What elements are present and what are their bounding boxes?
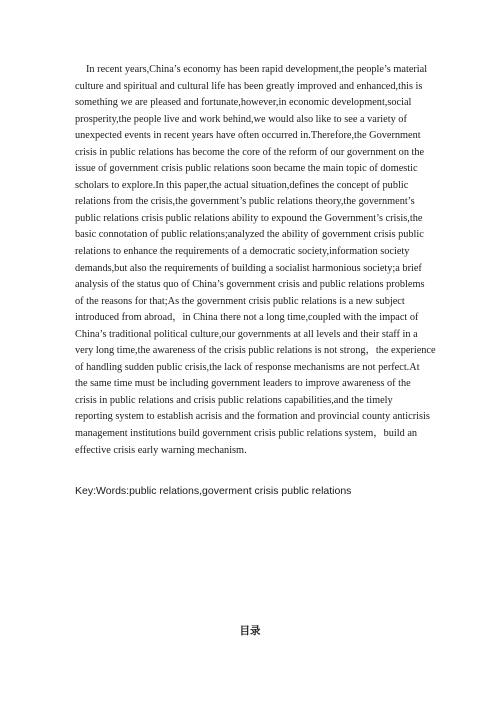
abstract-line: relations from the crisis,the government’s public relations theory,the government’s — [75, 196, 415, 208]
abstract-line: crisis in public relations has become the core of the reform of our government on the — [75, 146, 425, 158]
abstract-line: something we are pleased and fortunate,however,in economic development,social — [75, 97, 412, 109]
abstract-line: issue of government crisis public relations soon became the main topic of domestic — [75, 163, 418, 175]
abstract-line: prosperity,the people live and work behind,we would also like to see a variety of — [75, 113, 407, 125]
abstract-paragraph — [75, 62, 436, 459]
abstract-line: basic connotation of public relations;analyzed the ability of government crisis public — [75, 229, 424, 241]
abstract-line: crisis in public relations and crisis public relations capabilities,and the timely — [75, 394, 393, 406]
abstract-line: demands,but also the requirements of building a socialist harmonious society;a brief — [75, 262, 422, 274]
abstract-line: very long time,the awareness of the crisis public relations is not strong，the experience — [75, 345, 436, 357]
abstract-line: relations to enhance the requirements of a democratic society,information society — [75, 246, 410, 258]
abstract-line: unexpected events in recent years have often occurred in.Therefore,the Government — [75, 130, 421, 142]
table-of-contents-heading: 目录 — [239, 625, 261, 637]
abstract-line: of the reasons for that;As the government crisis public relations is a new subject — [75, 295, 405, 307]
keywords-line: Key:Words:public relations,goverment crisis public relations — [75, 485, 352, 497]
abstract-line: In recent years,China’s economy has been rapid development,the people’s material — [86, 64, 428, 75]
abstract-line: reporting system to establish acrisis and the formation and provincial county anticrisis — [75, 411, 430, 423]
abstract-line: management institutions build government crisis public relations system，build an — [75, 428, 418, 440]
abstract-line: introduced from abroad，in China there not a long time,coupled with the impact of — [75, 312, 419, 324]
abstract-line: scholars to explore.In this paper,the actual situation,defines the concept of public — [75, 179, 409, 191]
abstract-line: analysis of the status quo of China’s government crisis and public relations problems — [75, 279, 425, 291]
abstract-line: public relations crisis public relations ability to expound the Government’s crisis,the — [75, 212, 423, 224]
abstract-line: China’s traditional political culture,our governments at all levels and their staff in a — [75, 328, 418, 340]
abstract-line: effective crisis early warning mechanism. — [75, 444, 247, 456]
abstract-line: the same time must be including government leaders to improve awareness of the — [75, 378, 411, 390]
abstract-line: culture and spiritual and cultural life has been greatly improved and enhanced,this is — [75, 80, 423, 92]
abstract-line: of handling sudden public crisis,the lack of response mechanisms are not perfect.At — [75, 361, 420, 373]
